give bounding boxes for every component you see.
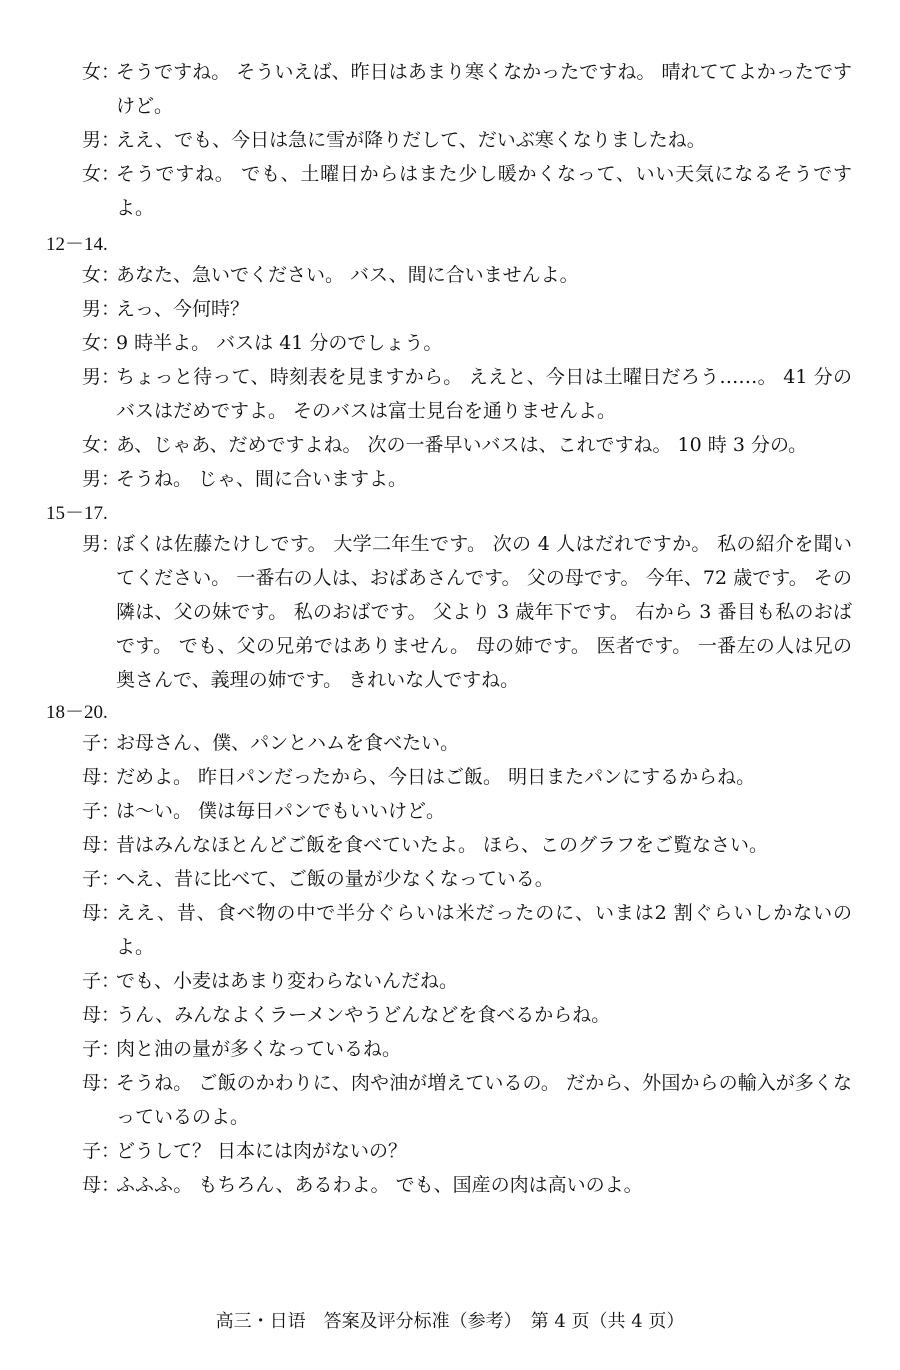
- dialogue-text: そうね。 ご飯のかわりに、肉や油が増えているの。 だから、外国からの輸入が多くなっているのよ。: [116, 1072, 852, 1128]
- dialogue-text: ぼくは佐藤たけしです。 大学二年生です。 次の 4 人はだれですか。 私の紹介を聞いてください。 一番右の人は、おばあさんです。 父の母です。 今年、72 歳です。 その隣は、父の妹です。 私のおばです。 父より 3 歳年下です。 右から 3 番目も私のおばです。 でも、父の兄弟ではありません。 母の姉です。 医者です。 一番左の人は兄の奥さんで、義理の姉です。 きれいな人ですね。: [116, 533, 852, 691]
- dialogue-line: [82, 527, 852, 697]
- speaker-label: 母：: [82, 1072, 121, 1094]
- dialogue-line: [82, 462, 852, 496]
- dialogue-line: [82, 998, 852, 1032]
- dialogue-line: [82, 360, 852, 428]
- dialogue-line: [82, 1134, 852, 1168]
- speaker-label: 子：: [82, 1038, 121, 1060]
- dialogue-line: [82, 760, 852, 794]
- speaker-label: 男：: [82, 298, 121, 320]
- dialogue-text: ええ、でも、今日は急に雪が降りだして、だいぶ寒くなりましたね。: [116, 129, 706, 151]
- dialogue-line: [82, 157, 852, 225]
- dialogue-text: そうね。 じゃ、間に合いますよ。: [116, 468, 408, 490]
- dialogue-line: [82, 428, 852, 462]
- dialogue-line: [82, 862, 852, 896]
- dialogue-text: お母さん、僕、パンとハムを食べたい。: [116, 732, 460, 754]
- speaker-label: 男：: [82, 468, 121, 490]
- section-number: 18－20.: [46, 702, 108, 723]
- dialogue-text: へえ、昔に比べて、ご飯の量が少なくなっている。: [116, 868, 554, 890]
- speaker-label: 母：: [82, 766, 121, 788]
- section-number: 15－17.: [46, 503, 108, 524]
- dialogue-text: 肉と油の量が多くなっているね。: [116, 1038, 402, 1060]
- speaker-label: 子：: [82, 800, 121, 822]
- speaker-label: 母：: [82, 902, 121, 924]
- dialogue-line: [82, 326, 852, 360]
- speaker-label: 女：: [82, 434, 121, 456]
- dialogue-line: [82, 828, 852, 862]
- speaker-label: 母：: [82, 834, 121, 856]
- speaker-label: 子：: [82, 868, 121, 890]
- dialogue-text: ちょっと待って、時刻表を見ますから。 ええと、今日は土曜日だろう……。 41 分のバスはだめですよ。 そのバスは富士見台を通りませんよ。: [116, 366, 852, 422]
- dialogue-text: 9 時半よ。 バスは 41 分のでしょう。: [116, 332, 443, 354]
- dialogue-line: [82, 258, 852, 292]
- speaker-label: 女：: [82, 163, 121, 185]
- dialogue-text: うん、みんなよくラーメンやうどんなどを食べるからね。: [116, 1004, 611, 1026]
- dialogue-line: [82, 964, 852, 998]
- dialogue-text: だめよ。 昨日パンだったから、今日はご飯。 明日またパンにするからね。: [116, 766, 756, 788]
- dialogue-text: どうして？ 日本には肉がないの？: [116, 1140, 408, 1162]
- dialogue-text: そうですね。 そういえば、昨日はあまり寒くなかったですね。 晴れててよかったですけど。: [116, 61, 852, 117]
- dialogue-line: [82, 123, 852, 157]
- dialogue-text: あなた、急いでください。 バス、間に合いませんよ。: [116, 264, 579, 286]
- dialogue-line: [82, 726, 852, 760]
- dialogue-line: [82, 1032, 852, 1066]
- dialogue-text: は〜い。 僕は毎日パンでもいいけど。: [116, 800, 446, 822]
- dialogue-line: [82, 292, 852, 326]
- speaker-label: 女：: [82, 332, 121, 354]
- dialogue-line: [82, 1168, 852, 1202]
- speaker-label: 子：: [82, 732, 121, 754]
- speaker-label: 男：: [82, 533, 121, 555]
- speaker-label: 女：: [82, 264, 121, 286]
- speaker-label: 子：: [82, 970, 121, 992]
- dialogue-text: あ、じゃあ、だめですよね。 次の一番早いバスは、これですね。 10 時 3 分の。: [116, 434, 808, 456]
- speaker-label: 子：: [82, 1140, 121, 1162]
- dialogue-line: [82, 794, 852, 828]
- dialogue-text: えっ、今何時？: [116, 298, 250, 320]
- speaker-label: 母：: [82, 1174, 121, 1196]
- dialogue-text: そうですね。 でも、土曜日からはまた少し暖かくなって、いい天気になるそうですよ。: [116, 163, 852, 219]
- dialogue-line: [82, 55, 852, 123]
- speaker-label: 男：: [82, 366, 121, 388]
- section-number: 12－14.: [46, 234, 108, 255]
- speaker-label: 男：: [82, 129, 121, 151]
- dialogue-text: ええ、昔、食べ物の中で半分ぐらいは米だったのに、いまは2 割ぐらいしかないのよ。: [116, 902, 852, 958]
- dialogue-text: 昔はみんなほとんどご飯を食べていたよ。 ほら、このグラフをご覧なさい。: [116, 834, 769, 856]
- speaker-label: 女：: [82, 61, 121, 83]
- dialogue-text: でも、小麦はあまり変わらないんだね。: [116, 970, 459, 992]
- speaker-label: 母：: [82, 1004, 121, 1026]
- dialogue-line: [82, 896, 852, 964]
- page-footer: 高三・日语 答案及评分标准（参考） 第 4 页（共 4 页）: [215, 1311, 685, 1332]
- dialogue-text: ふふふ。 もちろん、あるわよ。 でも、国産の肉は高いのよ。: [116, 1174, 643, 1196]
- dialogue-line: [82, 1066, 852, 1134]
